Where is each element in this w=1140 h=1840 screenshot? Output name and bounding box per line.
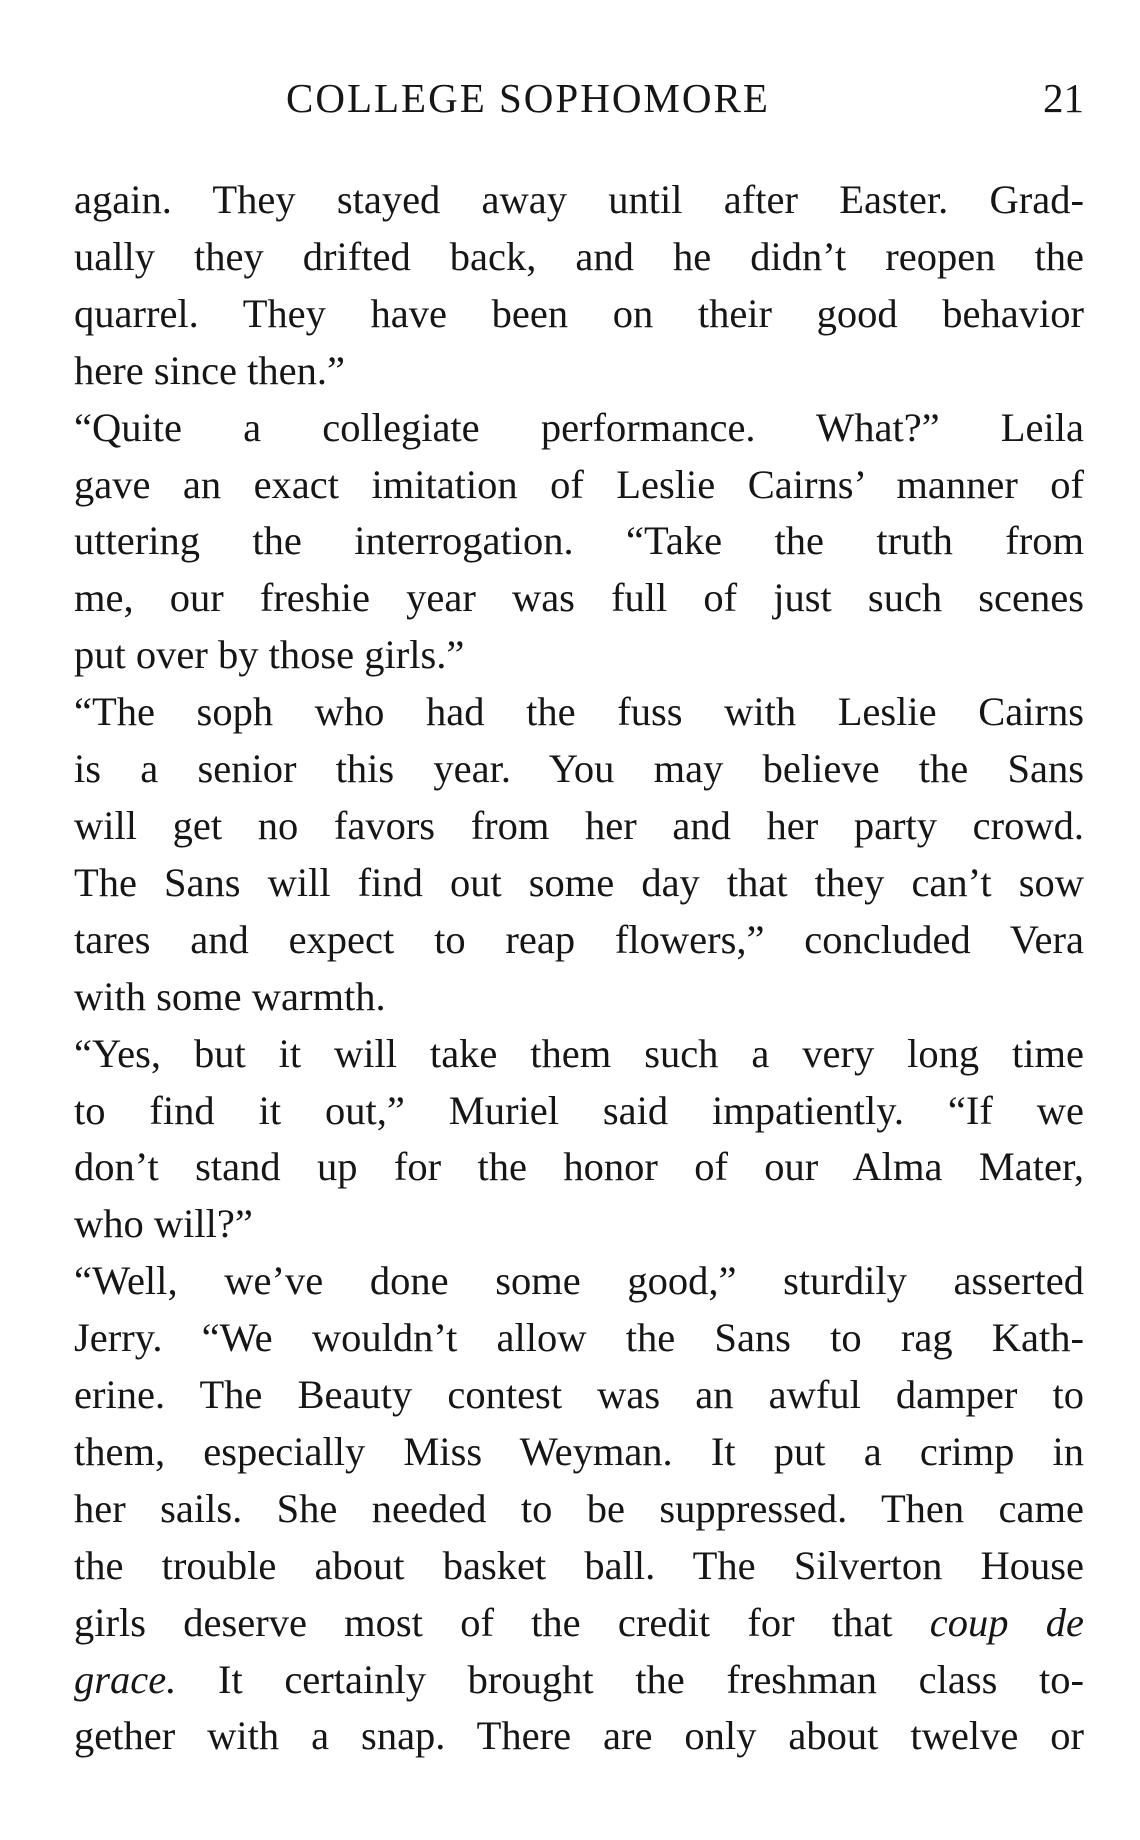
text-line: don’t stand up for the honor of our Alma Mater, <box>74 1144 1084 1190</box>
text-line: put over by those girls.” <box>74 632 465 678</box>
text-line: “The soph who had the fuss with Leslie Cairns <box>74 689 1084 735</box>
paragraph <box>74 1253 1084 1765</box>
text-line: her sails. She needed to be suppressed. Then came <box>74 1485 1084 1531</box>
text-line: who will?” <box>74 1201 253 1247</box>
text-segment: girls deserve most of the credit for that <box>74 1599 893 1645</box>
paragraph <box>74 1026 1084 1254</box>
text-line: them, especially Miss Weyman. It put a crimp in <box>74 1428 1084 1474</box>
text-line: is a senior this year. You may believe the Sans <box>74 746 1084 792</box>
page-number: 21 <box>1043 75 1084 121</box>
text-line: “Quite a collegiate performance. What?” Leila <box>74 404 1084 450</box>
text-line: again. They stayed away until after Easter. Grad- <box>74 177 1084 222</box>
text-line: ually they drifted back, and he didn’t reopen the <box>74 233 1084 279</box>
text-line: the trouble about basket ball. The Silverton House <box>74 1542 1084 1588</box>
text-line: erine. The Beauty contest was an awful damper to <box>74 1372 1084 1418</box>
text-line: uttering the interrogation. “Take the truth from <box>74 518 1084 564</box>
text-line: “Yes, but it will take them such a very long time <box>74 1030 1084 1076</box>
text-line: will get no favors from her and her party crowd. <box>74 802 1084 848</box>
text-line: gave an exact imitation of Leslie Cairns’ manner of <box>74 461 1084 507</box>
text-line: Jerry. “We wouldn’t allow the Sans to rag Kath- <box>74 1315 1084 1361</box>
text-segment: It certainly brought the freshman class to- <box>176 1656 1084 1702</box>
paragraph <box>74 684 1084 1025</box>
running-header: COLLEGE SOPHOMORE <box>286 75 770 121</box>
paragraph <box>74 172 1084 400</box>
text-line <box>74 1595 1084 1652</box>
text-line: gether with a snap. There are only about twelve or <box>74 1713 1084 1759</box>
text-line: with some warmth. <box>74 973 386 1019</box>
italic-phrase: coup de <box>929 1599 1084 1645</box>
text-line: me, our freshie year was full of just such scenes <box>74 575 1084 621</box>
text-line: “Well, we’ve done some good,” sturdily asserted <box>74 1258 1084 1304</box>
body-text <box>74 172 1084 1765</box>
text-line: tares and expect to reap flowers,” concluded Vera <box>74 916 1084 962</box>
italic-phrase: grace. <box>74 1656 177 1702</box>
text-line: quarrel. They have been on their good behavior <box>74 290 1084 336</box>
text-line <box>74 1652 1084 1709</box>
text-line: The Sans will find out some day that they can’t sow <box>74 859 1084 905</box>
text-line: here since then.” <box>74 347 345 393</box>
text-line: to find it out,” Muriel said impatiently. “If we <box>74 1087 1084 1133</box>
paragraph <box>74 400 1084 685</box>
